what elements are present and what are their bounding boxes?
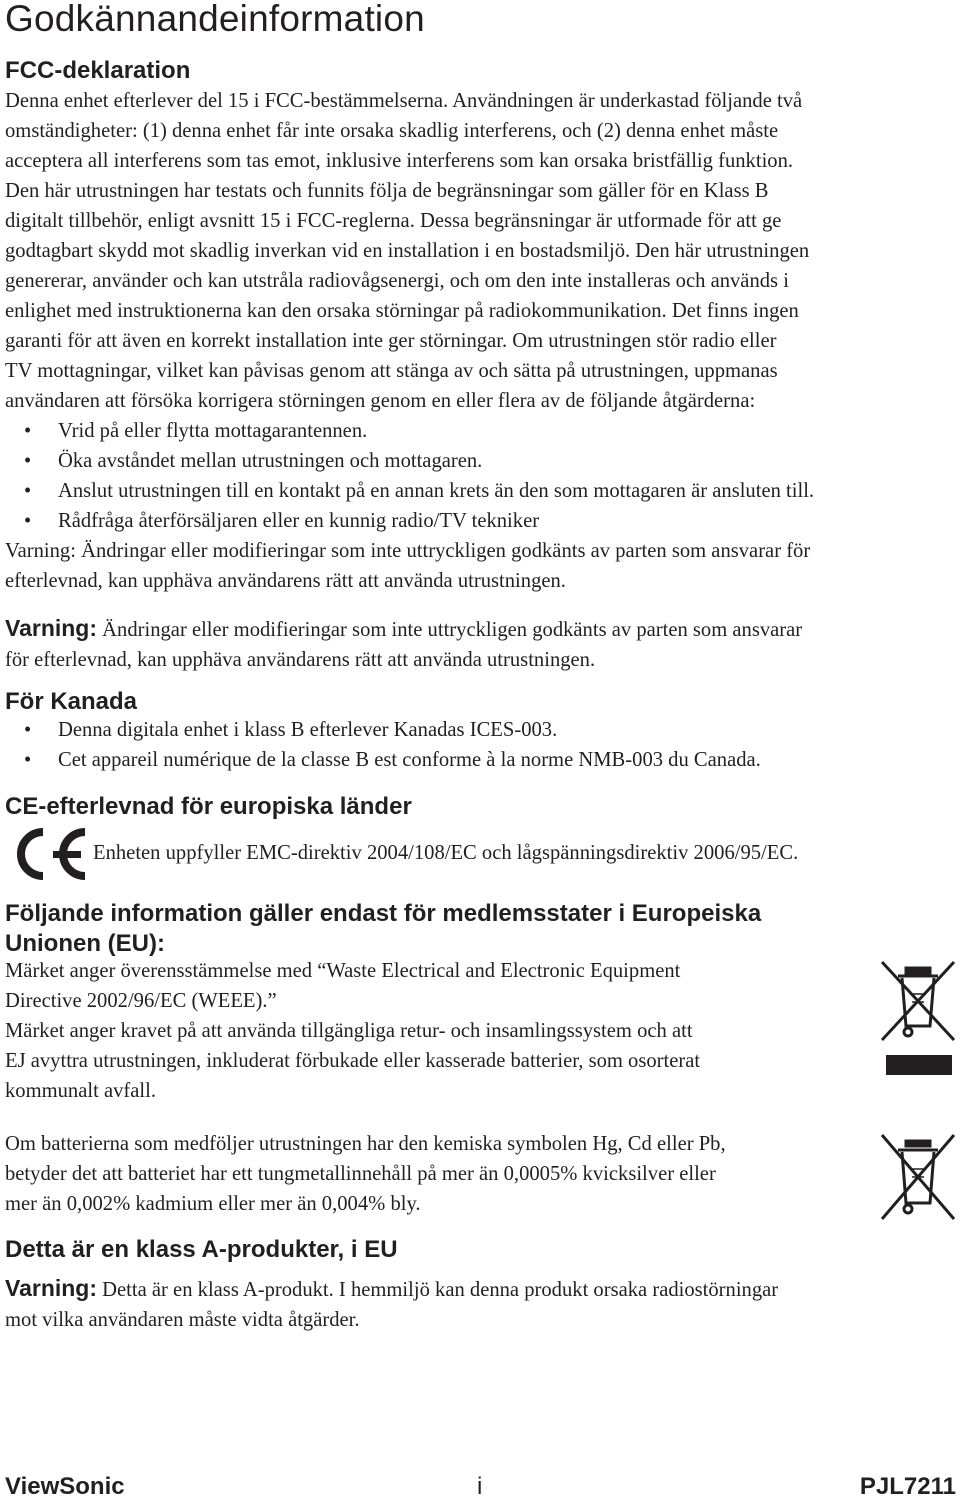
footer-brand: ViewSonic [5, 1473, 125, 1500]
ce-heading: CE-efterlevnad för europiska länder [5, 793, 412, 820]
list-item-text: Vrid på eller flytta mottagarantennen. [58, 420, 368, 442]
fcc-line: TV mottagningar, vilket kan påvisas genom att stänga av och sätta på utrustningen, uppmanas [5, 360, 778, 382]
ce-text [93, 838, 798, 868]
fcc-warning-line: efterlevnad, kan upphäva användarens rätt att använda utrustningen. [5, 570, 566, 592]
fcc-line: användaren att försöka korrigera störningen genom en eller flera av de följande åtgärderna: [5, 390, 756, 412]
fcc-line: omständigheter: (1) denna enhet får inte orsaka skadlig interferens, och (2) denna enhet måste [5, 120, 779, 142]
fcc-warning-paragraph [5, 536, 810, 596]
warning-label: Varning: [5, 1275, 98, 1301]
footer-page-number: i [477, 1473, 483, 1500]
eu-line: EJ avyttra utrustningen, inkluderat förbukade eller kasserade batterier, som osorterat [5, 1050, 701, 1072]
bullet-icon: • [24, 719, 32, 741]
eu-line: kommunalt avfall. [5, 1080, 156, 1102]
bullet-icon: • [24, 450, 32, 472]
fcc-line: godtagbart skydd mot skadlig inverkan vid en installation i en bostadsmiljö. Den här utrustningen [5, 240, 810, 262]
canada-heading: För Kanada [5, 688, 138, 715]
eu-line: Directive 2002/96/EC (WEEE).” [5, 990, 277, 1012]
eu-paragraph-batteries [5, 1129, 726, 1219]
list-item-text: Cet appareil numérique de la classe B est conforme à la norme NMB-003 du Canada. [58, 749, 761, 771]
fcc-line: genererar, använder och kan utstråla radiovågsenergi, och om den inte installeras och används i [5, 270, 789, 292]
canada-bullet-list [5, 715, 761, 775]
warning-paragraph [5, 613, 802, 675]
list-item [5, 416, 814, 446]
warning-line: för efterlevnad, kan upphäva användarens rätt att använda utrustningen. [5, 649, 596, 671]
weee-bin-svg [880, 1133, 956, 1223]
page-title: Godkännandeinformation [5, 0, 425, 39]
fcc-bullet-list [5, 416, 814, 536]
list-item [5, 506, 814, 536]
list-item-text: Anslut utrustningen till en kontakt på en annan krets än den som mottagaren är ansluten till. [58, 480, 815, 502]
eu-line: Märket anger överensstämmelse med “Waste Electrical and Electronic Equipment [5, 960, 681, 982]
warning-label: Varning: [5, 615, 98, 641]
list-item [5, 745, 761, 775]
list-item [5, 446, 814, 476]
weee-bin-svg [880, 960, 956, 1076]
fcc-line: acceptera all interferens som tas emot, inklusive interferens som kan orsaka bristfällig funktion. [5, 150, 794, 172]
fcc-line: Denna enhet efterlever del 15 i FCC-bestämmelserna. Användningen är underkastad följande två [5, 90, 803, 112]
list-item [5, 715, 761, 745]
fcc-line: garanti för att även en korrekt installation inte ger störningar. Om utrustningen stör radio eller [5, 330, 777, 352]
eu-heading-line: Unionen (EU): [5, 930, 165, 957]
fcc-paragraph [5, 86, 809, 416]
eu-heading-line: Följande information gäller endast för medlemsstater i Europeiska [5, 900, 762, 927]
list-item-text: Denna digitala enhet i klass B efterlever Kanadas ICES-003. [58, 719, 558, 741]
class-a-text: Detta är en klass A-produkt. I hemmiljö kan denna produkt orsaka radiostörningar [97, 1279, 779, 1301]
list-item-text: Rådfråga återförsäljaren eller en kunnig radio/TV tekniker [58, 510, 540, 532]
ce-text-line: Enheten uppfyller EMC-direktiv 2004/108/EC och lågspänningsdirektiv 2006/95/EC. [93, 842, 799, 864]
list-item [5, 476, 814, 506]
eu-paragraph-weee [5, 956, 700, 1106]
eu-line: mer än 0,002% kadmium eller mer än 0,004% bly. [5, 1193, 421, 1215]
crossed-out-wheelie-bin-icon [880, 1133, 956, 1223]
fcc-line: enlighet med instruktionerna kan den orsaka störningar på radiokommunikation. Det finns ingen [5, 300, 799, 322]
footer-model: PJL7211 [859, 1473, 956, 1500]
eu-line: Om batterierna som medföljer utrustningen har den kemiska symbolen Hg, Cd eller Pb, [5, 1133, 726, 1155]
fcc-warning-line: Varning: Ändringar eller modifieringar som inte uttryckligen godkänts av parten som ansvarar för [5, 540, 811, 562]
warning-text: Ändringar eller modifieringar som inte uttryckligen godkänts av parten som ansvarar [97, 619, 803, 641]
fcc-line: digitalt tillbehör, enligt avsnitt 15 i FCC-reglerna. Dessa begränsningar är utformade för att ge [5, 210, 782, 232]
class-a-line: mot vilka användaren måste vidta åtgärder. [5, 1309, 360, 1331]
bullet-icon: • [24, 510, 32, 532]
class-a-line [5, 1273, 778, 1305]
crossed-out-wheelie-bin-icon [880, 960, 956, 1076]
class-a-heading: Detta är en klass A-produkter, i EU [5, 1236, 398, 1263]
ce-mark-svg [5, 826, 89, 882]
eu-line: Märket anger kravet på att använda tillgängliga retur- och insamlingssystem och att [5, 1020, 693, 1042]
bullet-icon: • [24, 420, 32, 442]
eu-line: betyder det att batteriet har ett tungmetallinnehåll på mer än 0,0005% kvicksilver eller [5, 1163, 716, 1185]
eu-heading [5, 899, 761, 959]
warning-line [5, 613, 802, 645]
list-item-text: Öka avståndet mellan utrustningen och mottagaren. [58, 450, 483, 472]
bullet-icon: • [24, 480, 32, 502]
bullet-icon: • [24, 749, 32, 771]
fcc-heading: FCC-deklaration [5, 57, 191, 84]
class-a-paragraph [5, 1273, 778, 1335]
fcc-line: Den här utrustningen har testats och funnits följa de begränsningar som gäller för en Klass B [5, 180, 769, 202]
ce-mark-icon [5, 826, 89, 882]
